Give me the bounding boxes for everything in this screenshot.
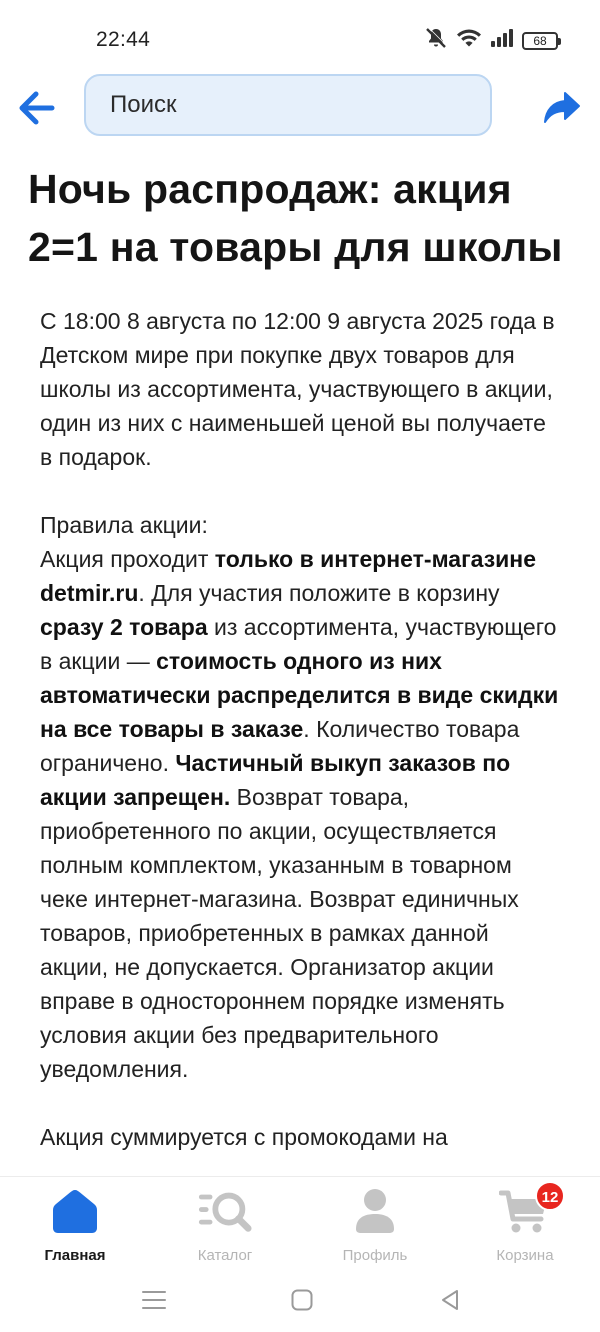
intro-paragraph: С 18:00 8 августа по 12:00 9 августа 2025 года в Детском мире при покупке двух товаров для школы из ассортимента, участвующего в акции, один из них с наименьшей ценой вы получаете в подарок. [40,308,555,470]
nav-catalog[interactable] [150,1177,300,1273]
nav-profile[interactable] [300,1177,450,1273]
rules-bold-3: стоимость одного из них автоматически распределится в виде скидки на все товары в заказе [40,648,559,742]
profile-icon [347,1185,403,1237]
home-icon [47,1185,103,1237]
rules-text-2: . Для участия положите в корзину [138,580,500,606]
header [0,72,600,140]
rules-bold-1: только в интернет-магазине detmir.ru [40,546,536,606]
bottom-nav [0,1176,600,1273]
rules-bold-4: Частичный выкуп заказов по акции запрещен. [40,750,511,810]
rules-heading: Правила акции: [40,512,208,538]
square-icon [290,1288,314,1312]
nav-cart-label: Корзина [496,1247,554,1264]
promo-paragraph: Акция суммируется с промокодами на [40,1124,448,1150]
title-line-2: 2=1 на товары для школы [28,224,563,270]
rules-bold-2: сразу 2 товара [40,614,208,640]
nav-profile-label: Профиль [342,1247,408,1264]
nav-home-label: Главная [44,1247,106,1264]
search-input[interactable] [84,74,492,136]
status-icons [424,26,558,55]
rules-text-3: из ассортимента, участвующего в акции — [40,614,557,674]
title-line-1: Ночь распродаж: акция [28,166,512,212]
article-body [0,304,600,1154]
nav-catalog-label: Каталог [197,1247,253,1264]
page-title [0,160,600,276]
rules-text-4: . Количество товара ограничено. [40,716,520,776]
wifi-icon [456,28,482,53]
bell-muted-icon [424,26,448,55]
signal-icon [490,28,514,53]
search-placeholder: Поиск [110,91,177,118]
menu-lines-icon [141,1289,167,1311]
home-system-button[interactable] [286,1284,318,1316]
catalog-search-icon [197,1185,253,1237]
cart-icon [497,1185,559,1237]
status-bar [0,0,600,72]
battery-icon: 68 [522,32,558,50]
rules-paragraph [40,542,560,1086]
status-time: 22:44 [96,28,151,51]
share-button[interactable] [540,86,584,130]
cart-count-badge: 12 [535,1181,565,1211]
nav-cart[interactable] [450,1177,600,1273]
share-icon [543,91,581,125]
nav-home[interactable] [0,1177,150,1273]
back-system-button[interactable] [434,1284,466,1316]
arrow-left-icon [16,90,56,126]
article [0,160,600,1176]
back-button[interactable] [14,86,58,130]
recent-apps-button[interactable] [138,1284,170,1316]
triangle-back-icon [438,1288,462,1312]
rules-text-5: Возврат товара, приобретенного по акции, осуществляется полным комплектом, указанным в товарном чеке интернет-магазина. Возврат единичных товаров, приобретенных в рамках данной акции, не допускается. Организатор акции вправе в одностороннем порядке изменять условия акции без предварительного уведомления. [40,784,519,1082]
system-nav-bar [0,1272,600,1332]
rules-text-1: Акция проходит [40,546,215,572]
